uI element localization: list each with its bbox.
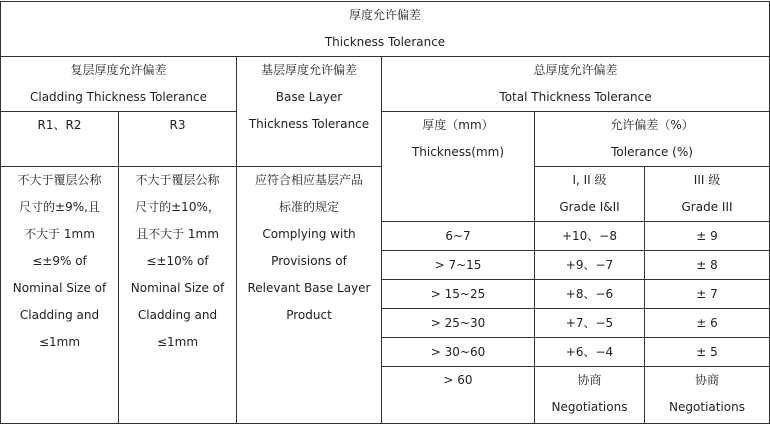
base-header-en1: Base Layer <box>275 90 343 104</box>
thickness-cell: > 7~15 <box>382 251 535 280</box>
r1r2-header <box>1 112 119 167</box>
grade12-header-en: Grade I&II <box>559 200 620 214</box>
cladding-header-cn: 复层厚度允许偏差 <box>70 63 167 77</box>
grade12-cell: +8、−6 <box>535 280 645 309</box>
grade3-negotiation-en: Negotiations <box>669 400 745 414</box>
total-header-en: Total Thickness Tolerance <box>499 90 652 104</box>
grade3-negotiation-cn: 协商 <box>695 373 720 387</box>
r3-line: ≤1mm <box>156 335 199 349</box>
r1r2-line: 不大于覆层公称 <box>17 173 102 187</box>
base-line: 应符合相应基层产品 <box>254 173 363 187</box>
r3-line: 尺寸的±10%， <box>135 200 220 214</box>
grade3-cell: ± 5 <box>645 338 770 367</box>
thickness-cell: > 25~30 <box>382 309 535 338</box>
base-line: Provisions of <box>271 254 347 268</box>
r3-line: Nominal Size of <box>130 281 225 295</box>
r1r2-line: 尺寸的±9%,且 <box>19 200 100 214</box>
base-line: 标准的规定 <box>278 200 339 214</box>
grade12-cell: +7、−5 <box>535 309 645 338</box>
cladding-header-en: Cladding Thickness Tolerance <box>29 90 208 104</box>
thickness-cell: > 30~60 <box>382 338 535 367</box>
grade12-header <box>535 167 645 222</box>
thickness-tolerance-table <box>0 1 770 424</box>
grade12-negotiation-cn: 协商 <box>577 373 602 387</box>
r3-label: R3 <box>169 118 186 132</box>
r1r2-line: 不大于 1mm <box>24 227 95 241</box>
table-title-cell <box>1 2 770 57</box>
r1r2-body <box>1 167 119 424</box>
grade12-header-cn: I, II 级 <box>572 173 607 187</box>
thickness-cell: 6~7 <box>382 222 535 251</box>
base-line: Complying with <box>262 227 356 241</box>
base-header-cell <box>237 57 382 167</box>
subheader-row <box>1 112 770 167</box>
tolerance-header-cn: 允许偏差（%） <box>610 118 694 132</box>
base-body <box>237 167 382 424</box>
thickness-cell <box>382 367 535 424</box>
r3-line: Cladding and <box>137 308 218 322</box>
r1r2-label: R1、R2 <box>37 118 82 132</box>
section-header-row <box>1 57 770 112</box>
thickness-header <box>382 112 535 222</box>
total-header-cell <box>382 57 770 112</box>
grade12-cell: +9、−7 <box>535 251 645 280</box>
r1r2-line: ≤1mm <box>38 335 81 349</box>
r3-line: ≤±10% of <box>146 254 209 268</box>
grade3-cell: ± 7 <box>645 280 770 309</box>
thickness-cell: > 15~25 <box>382 280 535 309</box>
thickness-header-cn: 厚度（mm） <box>422 118 494 132</box>
grade3-header-en: Grade III <box>681 200 733 214</box>
tolerance-header-en: Tolerance (%) <box>611 145 693 159</box>
grade12-negotiation-en: Negotiations <box>551 400 628 414</box>
grade12-cell: +6、−4 <box>535 338 645 367</box>
thickness-value: > 60 <box>443 373 473 387</box>
grade3-cell: ± 8 <box>645 251 770 280</box>
title-row <box>1 2 770 57</box>
r3-body <box>119 167 237 424</box>
r3-line: 不大于覆层公称 <box>135 173 220 187</box>
r1r2-line: ≤±9% of <box>32 254 87 268</box>
cladding-header-cell <box>1 57 237 112</box>
grade3-header <box>645 167 770 222</box>
thickness-header-en: Thickness(mm) <box>411 145 505 159</box>
table-title-en: Thickness Tolerance <box>324 35 446 49</box>
grade12-cell: +10、−8 <box>535 222 645 251</box>
grade3-cell: ± 6 <box>645 309 770 338</box>
tolerance-header <box>535 112 770 167</box>
base-header-en2: Thickness Tolerance <box>248 117 370 131</box>
r1r2-line: Cladding and <box>19 308 100 322</box>
grade12-cell <box>535 367 645 424</box>
r1r2-line: Nominal Size of <box>12 281 107 295</box>
r3-header <box>119 112 237 167</box>
base-line: Relevant Base Layer <box>247 281 371 295</box>
grade3-header-cn: III 级 <box>693 173 721 187</box>
table-title-cn: 厚度允许偏差 <box>349 8 422 22</box>
base-header-cn: 基层厚度允许偏差 <box>260 63 357 77</box>
total-header-cn: 总厚度允许偏差 <box>533 63 618 77</box>
grade3-cell: ± 9 <box>645 222 770 251</box>
base-line: Product <box>286 308 332 322</box>
grade3-cell <box>645 367 770 424</box>
r3-line: 且不大于 1mm <box>136 227 219 241</box>
